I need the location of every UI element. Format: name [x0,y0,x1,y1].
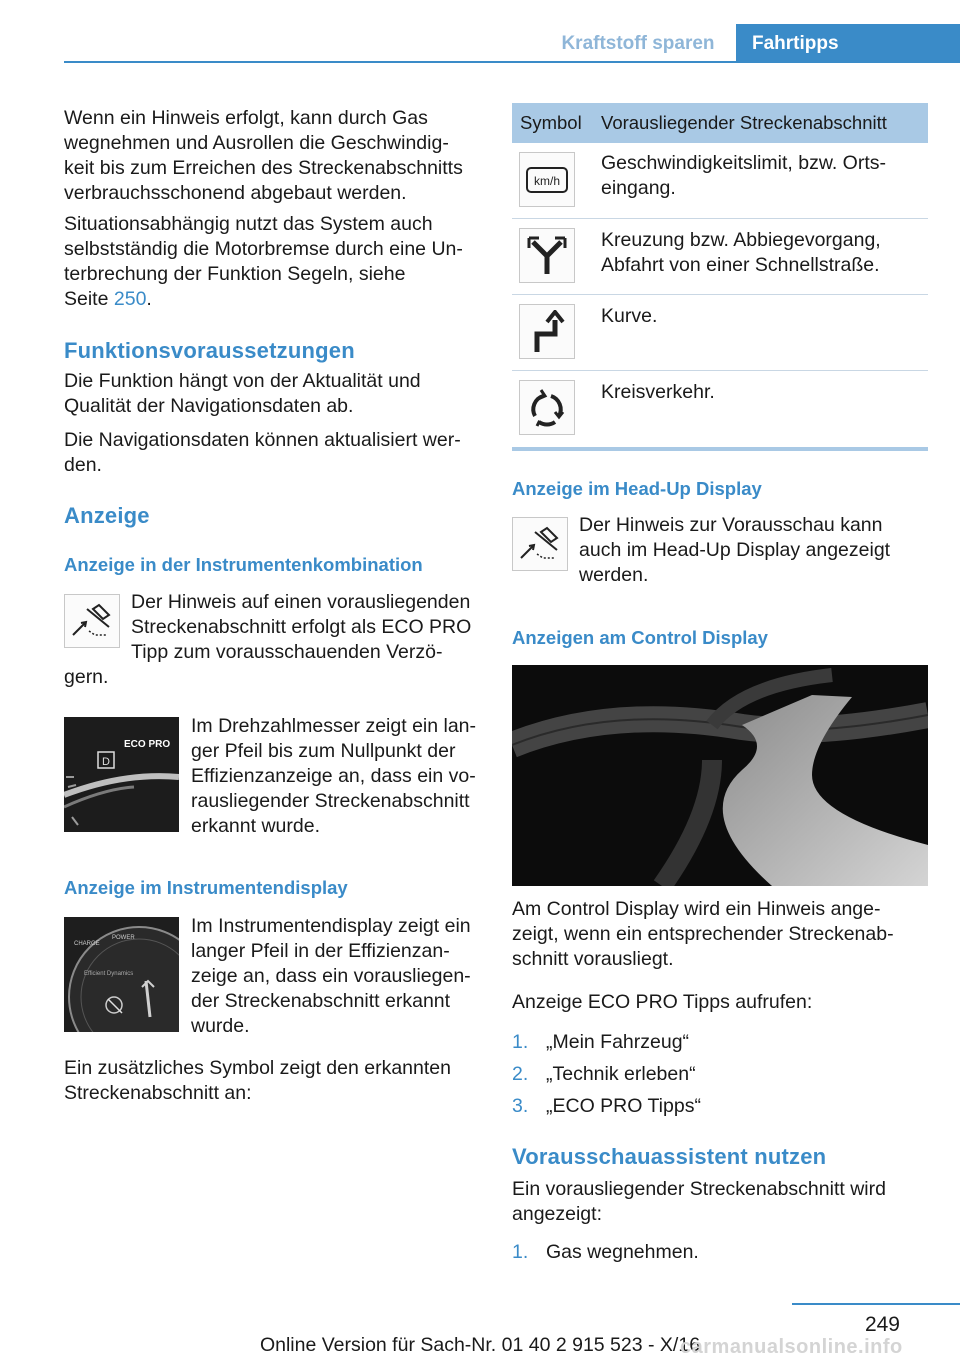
eco-tip-icon [64,594,120,648]
row-divider [512,218,928,219]
text-line: Am Control Display wird ein Hinweis ange‐ [512,898,881,920]
hud-paragraph [579,513,929,588]
tachometer-paragraph [191,714,483,839]
efficient-dynamics-label: Efficient Dynamics [84,971,134,977]
text-line: schnitt vorausliegt. [512,948,674,970]
list-number: 3. [512,1095,529,1117]
text-line: Kreuzung bzw. Abbiegevorgang, [601,229,881,251]
table-row-curve [601,304,926,329]
text-line: Wenn ein Hinweis erfolgt, kann durch Gas [64,107,428,129]
charge-label: CHARGE [74,941,100,947]
heading-control-display: Anzeigen am Control Display [512,627,768,648]
list-number: 1. [512,1031,529,1053]
road-graphic [512,665,928,886]
heading-head-up-display: Anzeige im Head-Up Display [512,478,762,499]
eco-pro-label: ECO PRO [124,739,171,750]
online-version-note: Online Version für Sach-Nr. 01 40 2 915 523 - X/16 [259,1334,701,1356]
situation-paragraph [64,212,484,312]
text-line: angezeigt: [512,1203,602,1225]
footer-rule [792,1303,960,1305]
text-line: eingang. [601,177,676,199]
text-span: . [146,288,152,310]
speed-limit-icon [519,152,575,207]
text-line: Der Hinweis auf einen vorausliegenden [131,591,471,613]
table-row-speed-limit [601,151,926,201]
list-item [512,1030,928,1062]
text-line: langer Pfeil in der Effizienzan‐ [191,940,450,962]
column-header-symbol: Symbol [520,112,582,133]
eco-tips-call-text: Anzeige ECO PRO Tipps aufrufen: [512,991,813,1013]
list-number: 2. [512,1063,529,1085]
text-line: wurde. [191,1015,250,1037]
symbol-paragraph [64,1056,484,1106]
heading-vorausschauassistent: Vorausschauassistent nutzen [512,1144,827,1169]
menu-path-item: „Mein Fahrzeug“ [546,1031,690,1053]
control-display-paragraph [512,897,928,972]
text-line: Im Instrumentendisplay zeigt ein [191,915,471,937]
list-item [512,1062,928,1094]
tachometer-graphic [64,717,179,832]
junction-icon [519,228,575,283]
row-divider [512,370,928,371]
text-line: Kurve. [601,305,658,327]
text-line: Qualität der Navigationsdaten ab. [64,395,354,417]
text-line: verbrauchsschonend abgebaut werden. [64,182,407,204]
text-line: rausliegender Streckenabschnitt [191,790,470,812]
text-line: zeige an, dass ein vorausliegen‐ [191,965,471,987]
assist-paragraph [512,1177,928,1227]
text-line: Streckenabschnitt erfolgt als ECO PRO [131,616,472,638]
control-display-image [512,665,928,886]
table-row-roundabout [601,380,926,405]
tachometer-eco-image [64,717,179,832]
instrument-display-image [64,917,179,1032]
list-item [512,1094,928,1126]
menu-path-item: „ECO PRO Tipps“ [546,1095,701,1117]
curve-glyph [525,310,569,354]
list-number: 1. [512,1241,529,1263]
text-line: Tipp zum vorausschauenden Verzö‐ [131,641,443,663]
heading-anzeige: Anzeige [64,503,150,528]
text-line: keit bis zum Erreichen des Streckenabschnitts [64,157,463,179]
table-row-junction [601,228,926,278]
list-item [512,1240,928,1270]
header-rule [64,61,736,63]
roundabout-icon [519,380,575,435]
text-line: ger Pfeil bis zum Nullpunkt der [191,740,456,762]
text-line: Abfahrt von einer Schnellstraße. [601,254,880,276]
text-line: Streckenabschnitt an: [64,1082,252,1104]
junction-glyph [525,234,569,278]
page-number: 249 [864,1313,900,1336]
text-line: Ein vorausliegender Streckenabschnitt wird [512,1178,886,1200]
curve-icon [519,304,575,359]
text-line: den. [64,454,102,476]
power-label: POWER [112,935,135,941]
text-line: werden. [579,564,649,586]
text-line: selbstständig die Motorbremse durch eine Un‐ [64,238,463,260]
text-line: Geschwindigkeitslimit, bzw. Orts‐ [601,152,886,174]
text-line: Ein zusätzliches Symbol zeigt den erkannten [64,1057,451,1079]
text-line: Der Hinweis zur Vorausschau kann [579,514,883,536]
heading-instrumentenkombination: Anzeige in der Instrumentenkombination [64,554,423,575]
eco-tip-glyph [69,601,115,641]
eco-tip-hud-glyph [517,524,563,564]
text-line [64,287,484,312]
heading-instrumentendisplay: Anzeige im Instrumentendisplay [64,877,348,898]
gear-label: D [102,756,110,768]
watermark: carmanualsonline.info [680,1336,903,1358]
active-tab[interactable]: Fahrtipps [736,24,960,63]
column-header-section: Vorausliegender Streckenabschnitt [601,112,887,133]
instrument-display-paragraph [191,914,483,1039]
text-line: Situationsabhängig nutzt das System auch [64,213,433,235]
step-text: Gas wegnehmen. [546,1241,699,1263]
eco-tip-hud-icon [512,517,568,571]
text-line: Die Funktion hängt von der Aktualität und [64,370,421,392]
intro-paragraph [64,106,484,206]
heading-funktionsvoraussetzungen: Funktionsvoraussetzungen [64,338,355,363]
text-span: Seite [64,288,114,310]
text-line: terbrechung der Funktion Segeln, siehe [64,263,406,285]
speed-limit-glyph [525,166,569,194]
text-line: Kreisverkehr. [601,381,715,403]
text-line: auch im Head-Up Display angezeigt [579,539,891,561]
section-tab[interactable]: Kraftstoff sparen [561,33,715,54]
eco-tips-steps [512,1030,928,1126]
speed-unit-text: km/h [533,173,561,188]
roundabout-glyph [525,386,569,430]
table-bottom-rule [512,447,928,451]
text-line: Im Drehzahlmesser zeigt ein lan‐ [191,715,477,737]
text-line: der Streckenabschnitt erkannt [191,990,451,1012]
text-line: zeigt, wenn ein entsprechender Streckenab‐ [512,923,894,945]
text-line: wegnehmen und Ausrollen die Geschwindig‐ [64,132,449,154]
text-line: erkannt wurde. [191,815,320,837]
text-line: gern. [64,666,109,688]
menu-path-item: „Technik erleben“ [546,1063,696,1085]
text-line: Effizienzanzeige an, dass ein vo‐ [191,765,476,787]
instrument-display-graphic [64,917,179,1032]
text-line: Die Navigationsdaten können aktualisiert wer‐ [64,429,461,451]
instrument-hint-paragraph [131,590,481,665]
function-paragraph [64,369,484,478]
page-link[interactable]: 250 [113,288,147,310]
row-divider [512,294,928,295]
